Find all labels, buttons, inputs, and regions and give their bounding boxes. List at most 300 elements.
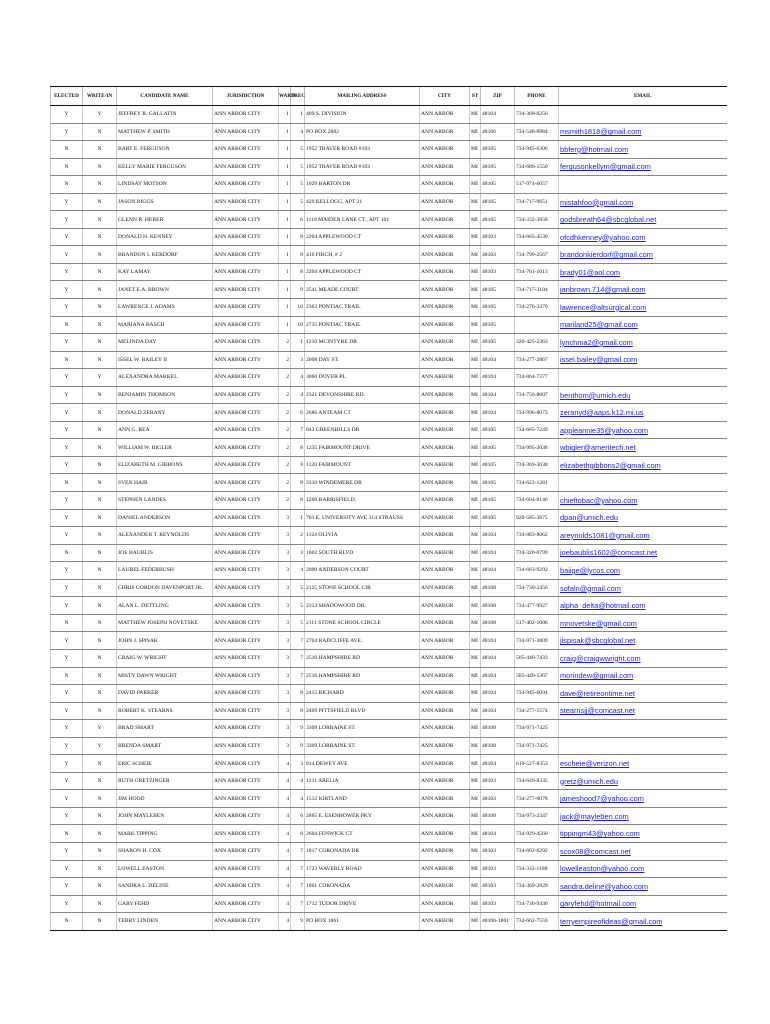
state-cell: MI [470, 544, 481, 562]
phone-cell: 734-623-1281 [515, 474, 559, 492]
mailing-address-cell: 2510 HAMPSHIRE RD [305, 649, 420, 667]
write-in-cell: N [83, 562, 117, 580]
header-jurisdiction: JURISDICTION [213, 87, 279, 106]
prec-cell: 4 [291, 562, 305, 580]
state-cell: MI [470, 667, 481, 685]
table-row [51, 141, 727, 159]
elected-cell: Y [51, 562, 83, 580]
write-in-cell: N [83, 123, 117, 141]
table-row [51, 667, 727, 685]
email-cell[interactable]: janbrown.714@gmail.com [559, 281, 727, 299]
zip-cell: 48105 [481, 509, 515, 527]
state-cell: MI [470, 176, 481, 194]
header-write-in: WRITE-IN [83, 87, 117, 106]
phone-cell: 734-604-8146 [515, 492, 559, 510]
ward-cell: 4 [279, 913, 291, 931]
elected-cell: N [51, 544, 83, 562]
zip-cell: 48104 [481, 667, 515, 685]
city-cell: ANN ARBOR [420, 685, 470, 703]
elected-cell: N [51, 474, 83, 492]
email-cell[interactable]: brandonkierdorf@gmail.com [559, 246, 727, 264]
zip-cell: 48104 [481, 685, 515, 703]
state-cell: MI [470, 737, 481, 755]
email-cell[interactable]: gretz@umich.edu [559, 772, 727, 790]
mailing-address-cell: 814 DEWEY AVE [305, 755, 420, 773]
zip-cell: 48105 [481, 439, 515, 457]
prec-cell: 5 [291, 158, 305, 176]
zip-cell: 48108 [481, 807, 515, 825]
zip-cell: 48105 [481, 281, 515, 299]
phone-cell: 734-717-3104 [515, 281, 559, 299]
candidate-name-cell: STEPHEN LANDES [117, 492, 213, 510]
write-in-cell: N [83, 211, 117, 229]
email-cell[interactable]: tippingm43@yahoo.com [559, 825, 727, 843]
ward-cell: 3 [279, 614, 291, 632]
table-row [51, 334, 727, 352]
email-cell[interactable]: jameshood7@yahoo.com [559, 790, 727, 808]
jurisdiction-cell: ANN ARBOR CITY [213, 421, 279, 439]
email-cell[interactable]: sandra.deline@yahoo.com [559, 878, 727, 896]
candidate-name-cell: JOE BAUBLIS [117, 544, 213, 562]
table-row [51, 492, 727, 510]
mailing-address-cell: 2409 PITTSFIELD BLVD [305, 702, 420, 720]
city-cell: ANN ARBOR [420, 123, 470, 141]
state-cell: MI [470, 685, 481, 703]
email-cell[interactable]: lynchma2@gmail.com [559, 334, 727, 352]
jurisdiction-cell: ANN ARBOR CITY [213, 720, 279, 738]
table-row [51, 527, 727, 545]
email-cell[interactable]: chieftobac@yahoo.com [559, 492, 727, 510]
jurisdiction-cell: ANN ARBOR CITY [213, 176, 279, 194]
email-cell[interactable]: scox08@comcast.net [559, 842, 727, 860]
write-in-cell: N [83, 263, 117, 281]
zip-cell: 48104 [481, 632, 515, 650]
zip-cell: 48105 [481, 474, 515, 492]
mailing-address-cell: 2204 APPLEWOOD CT [305, 228, 420, 246]
jurisdiction-cell: ANN ARBOR CITY [213, 492, 279, 510]
jurisdiction-cell: ANN ARBOR CITY [213, 614, 279, 632]
candidate-name-cell: JOHN J. SPISAK [117, 632, 213, 650]
email-cell[interactable]: godsbreath64@sbcglobal.net [559, 211, 727, 229]
state-cell: MI [470, 211, 481, 229]
candidate-name-cell: JIM HOOD [117, 790, 213, 808]
elected-cell: Y [51, 386, 83, 404]
email-cell[interactable]: fergusonkellym@gmail.com [559, 158, 727, 176]
mailing-address-cell: 1602 SOUTH BLVD [305, 544, 420, 562]
city-cell: ANN ARBOR [420, 720, 470, 738]
candidate-name-cell: CHRIS GORDON DAVENPORT JR. [117, 579, 213, 597]
state-cell: MI [470, 509, 481, 527]
email-cell[interactable]: jack@mayleben.com [559, 807, 727, 825]
prec-cell: 7 [291, 895, 305, 913]
table-row [51, 685, 727, 703]
phone-cell: 734-996-8073 [515, 404, 559, 422]
elected-cell: Y [51, 123, 83, 141]
jurisdiction-cell: ANN ARBOR CITY [213, 790, 279, 808]
candidate-name-cell: SHARON H. COX [117, 842, 213, 860]
city-cell: ANN ARBOR [420, 755, 470, 773]
jurisdiction-cell: ANN ARBOR CITY [213, 158, 279, 176]
phone-cell: 734-761-1013 [515, 263, 559, 281]
state-cell: MI [470, 351, 481, 369]
email-cell[interactable]: issel.bailey@gmail.com [559, 351, 727, 369]
write-in-cell: N [83, 474, 117, 492]
mailing-address-cell: 420 KELLOGG, APT 21 [305, 193, 420, 211]
mailing-address-cell: 1235 FAIRMOUNT DRIVE [305, 439, 420, 457]
elected-cell: Y [51, 193, 83, 211]
city-cell: ANN ARBOR [420, 439, 470, 457]
table-row [51, 509, 727, 527]
prec-cell: 9 [291, 913, 305, 931]
state-cell: MI [470, 439, 481, 457]
jurisdiction-cell: ANN ARBOR CITY [213, 913, 279, 931]
mailing-address-cell: 3309 LORRAINE ST. [305, 720, 420, 738]
zip-cell: 48108 [481, 597, 515, 615]
candidate-name-cell: LAUREL FEDERBUSH [117, 562, 213, 580]
phone-cell: 734-662-6292 [515, 842, 559, 860]
candidate-name-cell: MATTHEW P. SMITH [117, 123, 213, 141]
city-cell: ANN ARBOR [420, 211, 470, 229]
phone-cell: 734-277-1574 [515, 702, 559, 720]
elected-cell: N [51, 913, 83, 931]
zip-cell: 48105 [481, 421, 515, 439]
city-cell: ANN ARBOR [420, 351, 470, 369]
mailing-address-cell: PO BOX 1861 [305, 913, 420, 931]
candidate-name-cell: MARK TIPPING [117, 825, 213, 843]
jurisdiction-cell: ANN ARBOR CITY [213, 632, 279, 650]
zip-cell: 48103 [481, 228, 515, 246]
city-cell: ANN ARBOR [420, 913, 470, 931]
candidate-name-cell: ALEXANDER T. REYNOLDS [117, 527, 213, 545]
phone-cell: 734-883-8062 [515, 527, 559, 545]
phone-cell: 734-277-2867 [515, 351, 559, 369]
prec-cell: 8 [291, 228, 305, 246]
ward-cell: 1 [279, 176, 291, 194]
email-cell [559, 737, 727, 755]
candidate-name-cell: JEFFREY R. GALLATIN [117, 106, 213, 124]
email-cell[interactable]: jlspisak@sbcglobal.net [559, 632, 727, 650]
write-in-cell: N [83, 597, 117, 615]
jurisdiction-cell: ANN ARBOR CITY [213, 667, 279, 685]
state-cell: MI [470, 334, 481, 352]
phone-cell: 505-440-7433 [515, 649, 559, 667]
elected-cell: Y [51, 737, 83, 755]
email-cell[interactable]: dpan@umich.edu [559, 509, 727, 527]
jurisdiction-cell: ANN ARBOR CITY [213, 193, 279, 211]
write-in-cell: N [83, 913, 117, 931]
email-cell[interactable]: mnovetske@gmail.com [559, 614, 727, 632]
ward-cell: 3 [279, 579, 291, 597]
email-cell[interactable]: ofcdhkenney@yahoo.com [559, 228, 727, 246]
ward-cell: 3 [279, 720, 291, 738]
email-cell[interactable]: appleannie35@yahoo.com [559, 421, 727, 439]
write-in-cell: N [83, 456, 117, 474]
write-in-cell: N [83, 685, 117, 703]
jurisdiction-cell: ANN ARBOR CITY [213, 755, 279, 773]
city-cell: ANN ARBOR [420, 474, 470, 492]
phone-cell: 734-320-0799 [515, 544, 559, 562]
ward-cell: 4 [279, 842, 291, 860]
write-in-cell: N [83, 386, 117, 404]
write-in-cell: N [83, 281, 117, 299]
mailing-address-cell: 1211 ARELIA [305, 772, 420, 790]
candidate-name-cell: LINDSAY MOTSON [117, 176, 213, 194]
jurisdiction-cell: ANN ARBOR CITY [213, 685, 279, 703]
mailing-address-cell: 2510 HAMPSHIRE RD [305, 667, 420, 685]
ward-cell: 3 [279, 632, 291, 650]
city-cell: ANN ARBOR [420, 404, 470, 422]
city-cell: ANN ARBOR [420, 386, 470, 404]
elected-cell: Y [51, 246, 83, 264]
phone-cell: 734-929-4560 [515, 825, 559, 843]
zip-cell: 48104 [481, 369, 515, 387]
city-cell: ANN ARBOR [420, 421, 470, 439]
state-cell: MI [470, 456, 481, 474]
email-cell[interactable]: mariland25@gmail.com [559, 316, 727, 334]
email-cell[interactable]: elizabethgibbons2@gmail.com [559, 456, 727, 474]
city-cell: ANN ARBOR [420, 702, 470, 720]
ward-cell: 3 [279, 597, 291, 615]
prec-cell: 1 [291, 106, 305, 124]
zip-cell: 48105 [481, 193, 515, 211]
state-cell: MI [470, 807, 481, 825]
email-cell[interactable]: wbigler@ameritech.net [559, 439, 727, 457]
state-cell: MI [470, 649, 481, 667]
prec-cell: 2 [291, 527, 305, 545]
header-phone: PHONE [515, 87, 559, 106]
table-row [51, 299, 727, 317]
elected-cell: Y [51, 772, 83, 790]
candidate-name-cell: BENJAMIN THOMSON [117, 386, 213, 404]
mailing-address-cell: 1817 CORONADA DR [305, 842, 420, 860]
table-row [51, 228, 727, 246]
city-cell: ANN ARBOR [420, 649, 470, 667]
city-cell: ANN ARBOR [420, 176, 470, 194]
elected-cell: N [51, 614, 83, 632]
prec-cell: 5 [291, 176, 305, 194]
email-cell[interactable]: joebaublis1602@comcast.net [559, 544, 727, 562]
city-cell: ANN ARBOR [420, 860, 470, 878]
zip-cell: 48108 [481, 720, 515, 738]
state-cell: MI [470, 597, 481, 615]
city-cell: ANN ARBOR [420, 281, 470, 299]
candidate-name-cell: DONALD H. KENNEY [117, 228, 213, 246]
zip-cell: 48103 [481, 842, 515, 860]
header-city: CITY [420, 87, 470, 106]
mailing-address-cell: 2111 STONE SCHOOL CIRCLE [305, 614, 420, 632]
state-cell: MI [470, 386, 481, 404]
email-cell[interactable]: garyfehd@hotmail.com [559, 895, 727, 913]
phone-cell: 734-995-2038 [515, 439, 559, 457]
email-cell[interactable]: brady01@aol.com [559, 263, 727, 281]
write-in-cell: N [83, 895, 117, 913]
table-row [51, 790, 727, 808]
elected-cell: Y [51, 299, 83, 317]
email-cell [559, 474, 727, 492]
mailing-address-cell: 1512 KIRTLAND [305, 790, 420, 808]
elected-cell: Y [51, 685, 83, 703]
jurisdiction-cell: ANN ARBOR CITY [213, 649, 279, 667]
table-row [51, 807, 727, 825]
ward-cell: 1 [279, 106, 291, 124]
table-row [51, 878, 727, 896]
mailing-address-cell: 1952 TRAVER ROAD #103 [305, 141, 420, 159]
candidate-name-cell: KAY LAMAY [117, 263, 213, 281]
prec-cell: 3 [291, 755, 305, 773]
jurisdiction-cell: ANN ARBOR CITY [213, 807, 279, 825]
mailing-address-cell: 2363 PONTIAC TRAIL [305, 299, 420, 317]
phone-cell: 734-799-2567 [515, 246, 559, 264]
ward-cell: 2 [279, 456, 291, 474]
zip-cell: 48103 [481, 895, 515, 913]
elected-cell: Y [51, 632, 83, 650]
table-row [51, 597, 727, 615]
zip-cell: 48106 [481, 123, 515, 141]
candidate-name-cell: BRAD SMART [117, 720, 213, 738]
table-row [51, 439, 727, 457]
jurisdiction-cell: ANN ARBOR CITY [213, 456, 279, 474]
state-cell: MI [470, 246, 481, 264]
email-cell[interactable]: lowelleaston@yahoo.com [559, 860, 727, 878]
city-cell: ANN ARBOR [420, 614, 470, 632]
email-cell[interactable]: benthom@umich.edu [559, 386, 727, 404]
candidate-name-cell: GARY FEHD [117, 895, 213, 913]
table-row [51, 720, 727, 738]
mailing-address-cell: 1118 MAIDEN LANE CT., APT 101 [305, 211, 420, 229]
email-cell[interactable]: sofaln@gmail.com [559, 579, 727, 597]
email-cell[interactable]: areynolds1081@gmail.com [559, 527, 727, 545]
state-cell: MI [470, 895, 481, 913]
header-row [51, 87, 727, 106]
mailing-address-cell: 2008 DAY ST. [305, 351, 420, 369]
mailing-address-cell: 1210 MCINTYRE DR [305, 334, 420, 352]
city-cell: ANN ARBOR [420, 193, 470, 211]
city-cell: ANN ARBOR [420, 456, 470, 474]
table-row [51, 211, 727, 229]
elected-cell: Y [51, 720, 83, 738]
mailing-address-cell: 2312 SHADOWOOD DR. [305, 597, 420, 615]
ward-cell: 3 [279, 527, 291, 545]
elected-cell: Y [51, 790, 83, 808]
prec-cell: 6 [291, 211, 305, 229]
email-cell[interactable]: morindew@gmail.com [559, 667, 727, 685]
phone-cell: 734-369-2829 [515, 878, 559, 896]
email-cell[interactable]: craig@craigwwright.com [559, 649, 727, 667]
mailing-address-cell: 1029 BARTON DR [305, 176, 420, 194]
state-cell: MI [470, 263, 481, 281]
write-in-cell: Y [83, 369, 117, 387]
candidate-name-cell: MISTY DAWN WRIGHT [117, 667, 213, 685]
candidate-name-cell: MATTHEW JOSEPH NOVETSKE [117, 614, 213, 632]
zip-cell: 48103 [481, 878, 515, 896]
prec-cell: 10 [291, 299, 305, 317]
city-cell: ANN ARBOR [420, 878, 470, 896]
mailing-address-cell: PO BOX 2882 [305, 123, 420, 141]
header-st: ST [470, 87, 481, 106]
write-in-cell: N [83, 316, 117, 334]
prec-cell: 7 [291, 878, 305, 896]
jurisdiction-cell: ANN ARBOR CITY [213, 597, 279, 615]
ward-cell: 1 [279, 263, 291, 281]
city-cell: ANN ARBOR [420, 562, 470, 580]
phone-cell: 734-332-3858 [515, 211, 559, 229]
write-in-cell: N [83, 246, 117, 264]
write-in-cell: N [83, 228, 117, 246]
prec-cell: 10 [291, 316, 305, 334]
email-cell[interactable]: baiige@lycos.com [559, 562, 727, 580]
phone-cell: 734-864-7377 [515, 369, 559, 387]
table-row [51, 351, 727, 369]
city-cell: ANN ARBOR [420, 597, 470, 615]
table-row [51, 825, 727, 843]
table-row [51, 632, 727, 650]
mailing-address-cell: 2415 RICHARD [305, 685, 420, 703]
write-in-cell: Y [83, 106, 117, 124]
prec-cell: 8 [291, 492, 305, 510]
prec-cell: 7 [291, 421, 305, 439]
table-row [51, 913, 727, 931]
prec-cell: 4 [291, 369, 305, 387]
prec-cell: 8 [291, 702, 305, 720]
jurisdiction-cell: ANN ARBOR CITY [213, 211, 279, 229]
city-cell: ANN ARBOR [420, 263, 470, 281]
table-row [51, 860, 727, 878]
jurisdiction-cell: ANN ARBOR CITY [213, 895, 279, 913]
table-row [51, 474, 727, 492]
table-row [51, 421, 727, 439]
candidate-name-cell: JANET E.A. BROWN [117, 281, 213, 299]
state-cell: MI [470, 842, 481, 860]
ward-cell: 2 [279, 334, 291, 352]
city-cell: ANN ARBOR [420, 228, 470, 246]
email-cell[interactable]: lawrence@altsurgical.com [559, 299, 727, 317]
phone-cell: 320-425-2363 [515, 334, 559, 352]
email-cell[interactable]: msmith1818@gmail.com [559, 123, 727, 141]
phone-cell [515, 316, 559, 334]
write-in-cell: N [83, 807, 117, 825]
state-cell: MI [470, 474, 481, 492]
table-row [51, 755, 727, 773]
mailing-address-cell: 2125 STONE SCHOOL CIR [305, 579, 420, 597]
email-cell[interactable]: alpha_delta@hotmail.com [559, 597, 727, 615]
ward-cell: 1 [279, 299, 291, 317]
email-cell[interactable]: escheie@verizon.net [559, 755, 727, 773]
jurisdiction-cell: ANN ARBOR CITY [213, 702, 279, 720]
city-cell: ANN ARBOR [420, 369, 470, 387]
zip-cell: 48106-1861 [481, 913, 515, 931]
elected-cell: Y [51, 421, 83, 439]
phone-cell: 734-971-3809 [515, 632, 559, 650]
jurisdiction-cell: ANN ARBOR CITY [213, 579, 279, 597]
zip-cell: 48104 [481, 106, 515, 124]
ward-cell: 3 [279, 685, 291, 703]
table-row [51, 316, 727, 334]
elected-cell: Y [51, 527, 83, 545]
ward-cell: 1 [279, 141, 291, 159]
ward-cell: 1 [279, 211, 291, 229]
email-cell[interactable]: mistahfoo@gmail.com [559, 193, 727, 211]
email-cell[interactable]: bbferg@hotmail.com [559, 141, 727, 159]
table-row [51, 842, 727, 860]
email-cell[interactable]: terryempireofideas@gmail.com [559, 913, 727, 931]
phone-cell: 734-730-2456 [515, 579, 559, 597]
email-cell[interactable]: stearnsjj@comcast.net [559, 702, 727, 720]
state-cell: MI [470, 228, 481, 246]
city-cell: ANN ARBOR [420, 842, 470, 860]
email-cell[interactable]: dave@retireontime.net [559, 685, 727, 703]
ward-cell: 3 [279, 544, 291, 562]
email-cell[interactable]: zeranyd@aaps.k12.mi.us [559, 404, 727, 422]
